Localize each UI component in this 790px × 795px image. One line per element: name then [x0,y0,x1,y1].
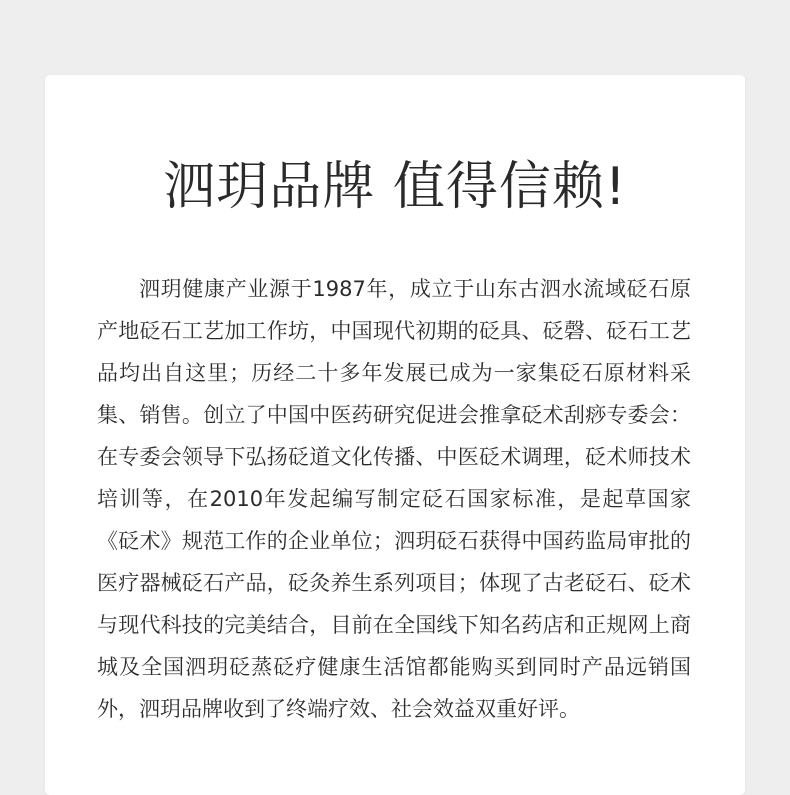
body-paragraph: 泗玥健康产业源于1987年，成立于山东古泗水流域砭石原产地砭石工艺加工作坊，中国现代初期的砭具、砭磬、砭石工艺品均出自这里；历经二十多年发展已成为一家集砭石原材料采集、销售。创立了中国中医药研究促进会推拿砭术刮痧专委会：在专委会领导下弘扬砭道文化传播、中医砭术调理，砭术师技术培训等，在2010年发起编写制定砭石国家标准，是起草国家《砭术》规范工作的企业单位；泗玥砭石获得中国药监局审批的医疗器械砭石产品，砭灸养生系列项目；体现了古老砭石、砭术与现代科技的完美结合，目前在全国线下知名药店和正规网上商城及全国泗玥砭蒸砭疗健康生活馆都能购买到同时产品远销国外，泗玥品牌收到了终端疗效、社会效益双重好评。 [97,277,691,721]
page-title: 泗玥品牌 值得信赖! [163,157,627,217]
content-card [45,75,745,795]
